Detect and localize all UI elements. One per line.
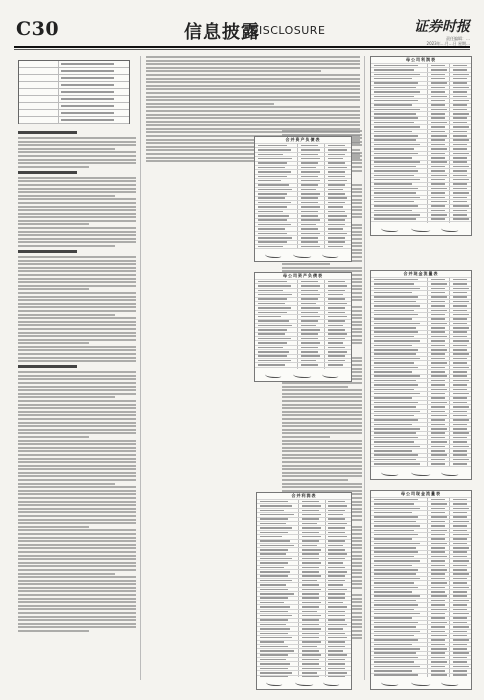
- signature-row-4: [371, 223, 471, 235]
- signature-row-6: [371, 677, 471, 689]
- signature-row-2: [255, 369, 351, 381]
- signature-row-3: [257, 677, 351, 689]
- column-1: [18, 56, 136, 686]
- column-divider-2: [364, 56, 365, 680]
- signature-row-5: [371, 467, 471, 479]
- financial-table-3: [256, 492, 352, 690]
- financial-table-6: [370, 490, 472, 690]
- company-info-box: [18, 60, 130, 124]
- column-1-text: [18, 128, 136, 634]
- masthead: [320, 16, 470, 44]
- table-5-title: 合并现金流量表: [403, 271, 439, 276]
- table-2-title: 母公司资产负债表: [283, 273, 323, 278]
- paper-meta-line1: 责任编辑：…: [446, 36, 470, 41]
- table-3-title: 合并利润表: [291, 493, 317, 498]
- page-number: C30: [16, 18, 60, 40]
- table-4-title: 母公司利润表: [406, 57, 436, 62]
- financial-table-5: [370, 270, 472, 480]
- financial-table-4: [370, 56, 472, 236]
- header-rule-thick: [14, 46, 470, 48]
- header-rule-thin: [14, 49, 470, 50]
- table-6-title: 母公司现金流量表: [401, 491, 441, 496]
- paper-meta-line2: 2023年…月…日 星期…: [426, 41, 470, 46]
- table-1-title: 合并资产负债表: [285, 137, 321, 142]
- paper-logo: 证券时报: [414, 19, 470, 35]
- section-title: 信息披露: [184, 22, 260, 43]
- column-divider-1: [140, 56, 141, 680]
- section-title-en: DISCLOSURE: [250, 24, 326, 37]
- financial-table-1: [254, 136, 352, 262]
- signature-row-1: [255, 249, 351, 261]
- page-header: [14, 18, 470, 44]
- financial-table-2: [254, 272, 352, 382]
